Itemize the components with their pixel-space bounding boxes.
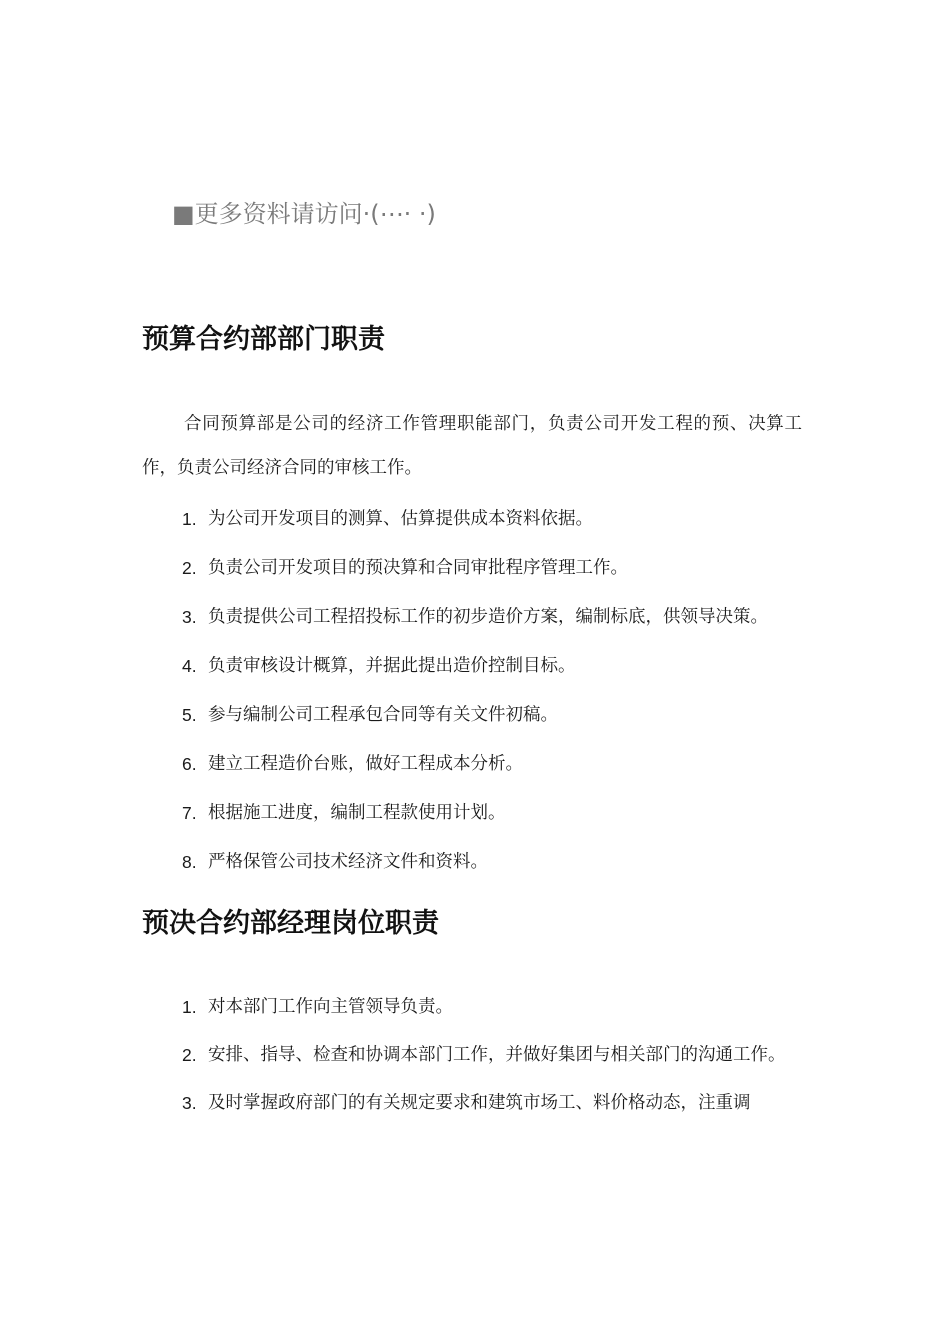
list-item — [182, 1041, 822, 1070]
list-item — [182, 554, 822, 583]
list-item — [182, 799, 822, 828]
list-item-number: 1. — [182, 509, 197, 529]
list-item-text: 负责审核设计概算，并据此提出造价控制目标。 — [208, 656, 576, 676]
list-item-text: 负责公司开发项目的预决算和合同审批程序管理工作。 — [208, 558, 628, 578]
list-item-text: 参与编制公司工程承包合同等有关文件初稿。 — [208, 705, 558, 725]
list-item — [182, 603, 822, 632]
list-item-number: 5. — [182, 705, 197, 725]
list-item-number: 2. — [182, 558, 197, 578]
list-item-number: 3. — [182, 1093, 197, 1113]
list-item-text: 严格保管公司技术经济文件和资料。 — [208, 852, 488, 872]
list-item — [182, 848, 822, 877]
list-item — [182, 993, 822, 1022]
list-item-number: 4. — [182, 656, 197, 676]
list-item — [182, 505, 822, 534]
list-item-number: 8. — [182, 852, 197, 872]
section-title-manager-duties: 预决合约部经理岗位职责 — [142, 908, 439, 939]
department-duties-list — [182, 505, 822, 897]
intro-paragraph: 合同预算部是公司的经济工作管理职能部门，负责公司开发工程的预、决算工作，负责公司经济合同的审核工作。 — [142, 414, 802, 478]
list-item — [182, 701, 822, 730]
list-item — [182, 1089, 822, 1118]
list-item-text: 负责提供公司工程招投标工作的初步造价方案，编制标底，供领导决策。 — [208, 607, 768, 627]
list-item-text: 为公司开发项目的测算、估算提供成本资料依据。 — [208, 509, 593, 529]
list-item-text: 根据施工进度，编制工程款使用计划。 — [208, 803, 506, 823]
list-item-text: 建立工程造价台账，做好工程成本分析。 — [208, 754, 523, 774]
banner-link-text: ■更多资料请访问·(⋯· ·) — [172, 200, 436, 228]
list-item-text: 及时掌握政府部门的有关规定要求和建筑市场工、料价格动态，注重调 — [208, 1093, 751, 1113]
section-title-department-duties: 预算合约部部门职责 — [142, 324, 385, 355]
list-item-number: 2. — [182, 1045, 197, 1065]
list-item-number: 7. — [182, 803, 197, 823]
list-item-text: 对本部门工作向主管领导负责。 — [208, 997, 453, 1017]
list-item-number: 3. — [182, 607, 197, 627]
list-item — [182, 652, 822, 681]
list-item-text: 安排、指导、检查和协调本部门工作，并做好集团与相关部门的沟通工作。 — [208, 1045, 786, 1065]
list-item-number: 1. — [182, 997, 197, 1017]
list-item — [182, 750, 822, 779]
manager-duties-list — [182, 993, 822, 1137]
list-item-number: 6. — [182, 754, 197, 774]
